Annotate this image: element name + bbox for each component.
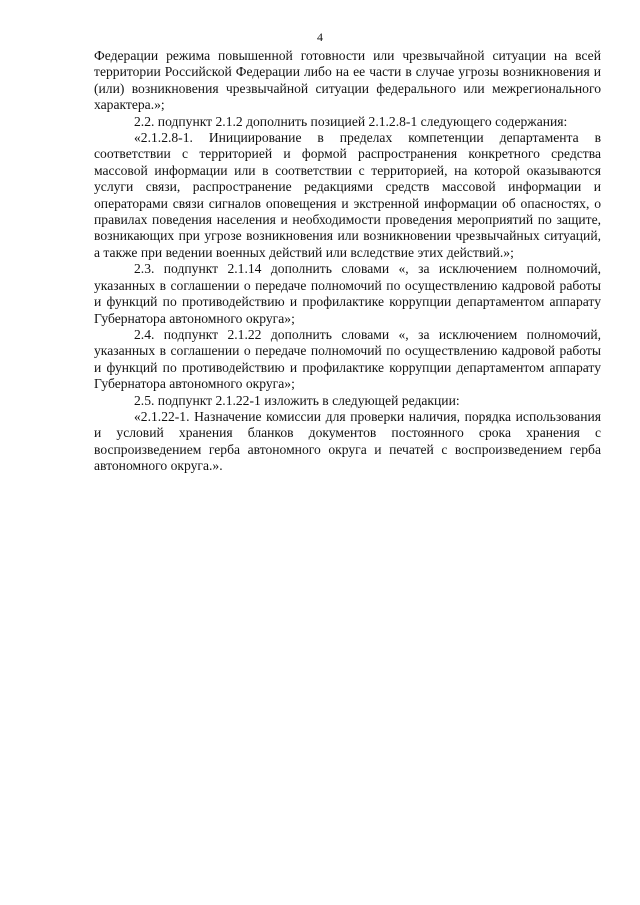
- paragraph-continuation: Федерации режима повышенной готовности или чрезвычайной ситуации на всей территории Российской Федерации либо на ее части в случае угрозы возникновения и (или) возникновения чрезвычайной ситуации федерального или межрегионального характера.»;: [94, 48, 601, 113]
- paragraph-item-2-5: 2.5. подпункт 2.1.22-1 изложить в следующей редакции:: [134, 392, 460, 408]
- paragraph-item-2-2: 2.2. подпункт 2.1.2 дополнить позицией 2.1.2.8-1 следующего содержания:: [134, 113, 568, 129]
- paragraph-item-2-4: 2.4. подпункт 2.1.22 дополнить словами «, за исключением полномочий, указанных в соглашении о передаче полномочий по осуществлению кадровой работы и функций по противодействию и профилактике коррупции департаментом аппарату Губернатора автономного округа»;: [94, 326, 601, 392]
- paragraph-item-2-3: 2.3. подпункт 2.1.14 дополнить словами «, за исключением полномочий, указанных в соглашении о передаче полномочий по осуществлению кадровой работы и функций по противодействию и профилактике коррупции департаментом аппарату Губернатора автономного округа»;: [94, 261, 601, 326]
- document-body: [94, 48, 601, 475]
- page-number: 4: [317, 30, 323, 44]
- paragraph-quote-2-1-2-8-1: «2.1.2.8-1. Инициирование в пределах компетенции департамента в соответствии с территорией и формой распространения конкретного средства массовой информации или в соответствии с территорией, на которой оказываются услуги связи, распространение редакциями средств массовой информации и операторами связи сигналов оповещения и экстренной информации об опасностях, о правилах поведения населения и необходимости проведения мероприятий по защите, возникающих при угрозе возникновения или возникновении чрезвычайных ситуаций, а также при ведении военных действий или вследствие этих действий.»;: [94, 130, 601, 260]
- paragraph-quote-2-1-22-1: «2.1.22-1. Назначение комиссии для проверки наличия, порядка использования и условий хранения бланков документов постоянного срока хранения с воспроизведением герба автономного округа и печатей с воспроизведением герба автономного округа.».: [94, 408, 601, 474]
